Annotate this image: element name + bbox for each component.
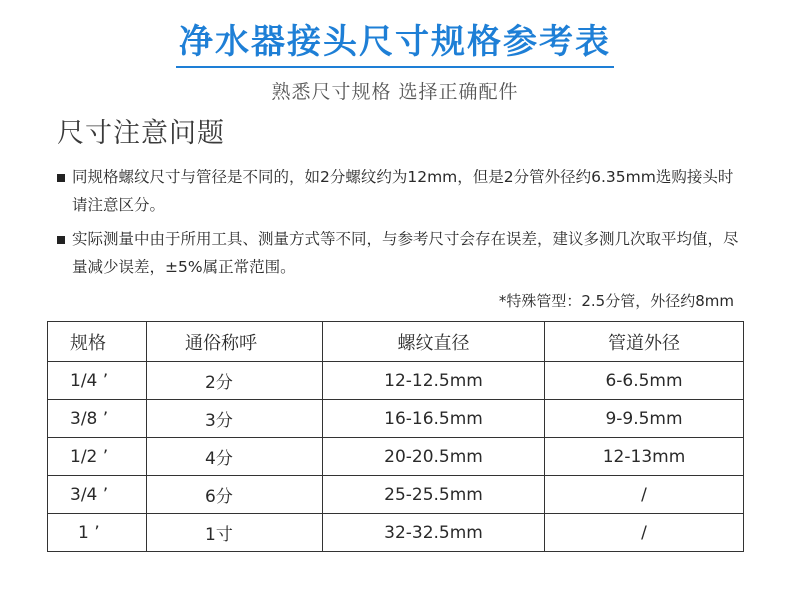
cell-pipe-outer-diameter: 9-9.5mm <box>545 400 744 438</box>
cell-thread-diameter: 25-25.5mm <box>323 476 545 514</box>
section-heading: 尺寸注意问题 <box>57 118 225 149</box>
cell-thread-diameter: 20-20.5mm <box>323 438 545 476</box>
square-bullet-icon <box>57 174 65 182</box>
title-underline <box>176 66 614 68</box>
cell-spec: 3/4 ’ <box>48 476 147 514</box>
note-text: 同规格螺纹尺寸与管径是不同的，如2分螺纹约为12mm，但是2分管外径约6.35mm选购接头时请注意区分。 <box>72 168 734 214</box>
notes-list <box>57 163 747 287</box>
table-row <box>48 400 744 438</box>
table-row <box>48 362 744 400</box>
cell-common-name: 2分 <box>147 362 323 400</box>
size-spec-table <box>47 321 744 552</box>
note-item <box>57 163 747 219</box>
cell-spec: 1 ’ <box>48 514 147 552</box>
table-row <box>48 476 744 514</box>
table-row <box>48 514 744 552</box>
cell-common-name: 4分 <box>147 438 323 476</box>
cell-spec: 1/4 ’ <box>48 362 147 400</box>
square-bullet-icon <box>57 236 65 244</box>
cell-common-name: 3分 <box>147 400 323 438</box>
special-pipe-note: *特殊管型：2.5分管，外径约8mm <box>498 292 734 310</box>
cell-pipe-outer-diameter: 6-6.5mm <box>545 362 744 400</box>
cell-pipe-outer-diameter: / <box>545 514 744 552</box>
size-table-container <box>47 321 743 552</box>
cell-spec: 1/2 ’ <box>48 438 147 476</box>
column-header-common-name: 通俗称呼 <box>147 322 323 362</box>
cell-common-name: 1寸 <box>147 514 323 552</box>
cell-thread-diameter: 12-12.5mm <box>323 362 545 400</box>
note-item <box>57 225 747 281</box>
page-title: 净水器接头尺寸规格参考表 <box>179 22 611 62</box>
column-header-thread-diameter: 螺纹直径 <box>323 322 545 362</box>
cell-thread-diameter: 16-16.5mm <box>323 400 545 438</box>
column-header-pipe-outer-diameter: 管道外径 <box>545 322 744 362</box>
cell-common-name: 6分 <box>147 476 323 514</box>
cell-pipe-outer-diameter: 12-13mm <box>545 438 744 476</box>
column-header-spec: 规格 <box>48 322 147 362</box>
cell-spec: 3/8 ’ <box>48 400 147 438</box>
cell-pipe-outer-diameter: / <box>545 476 744 514</box>
page-subtitle: 熟悉尺寸规格 选择正确配件 <box>271 81 519 103</box>
note-text: 实际测量中由于所用工具、测量方式等不同，与参考尺寸会存在误差，建议多测几次取平均值，尽量减少误差，±5%属正常范围。 <box>72 230 739 276</box>
table-row <box>48 438 744 476</box>
table-header-row <box>48 322 744 362</box>
cell-thread-diameter: 32-32.5mm <box>323 514 545 552</box>
